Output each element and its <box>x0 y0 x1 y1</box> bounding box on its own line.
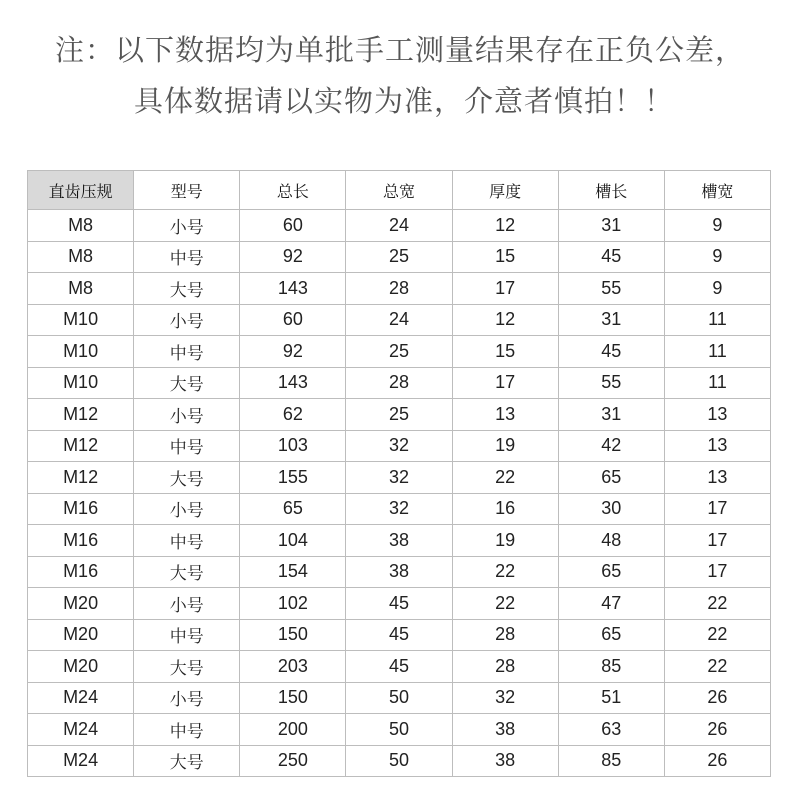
table-cell: M12 <box>28 462 134 494</box>
table-cell: 50 <box>346 745 452 777</box>
table-cell: 13 <box>664 430 770 462</box>
table-row <box>28 714 771 746</box>
header-cell: 型号 <box>134 171 240 210</box>
header-cell: 总长 <box>240 171 346 210</box>
table-cell: 30 <box>558 493 664 525</box>
table-cell: 38 <box>346 525 452 557</box>
table-cell: 24 <box>346 304 452 336</box>
table-row <box>28 399 771 431</box>
table-body <box>28 210 771 777</box>
table-cell: 51 <box>558 682 664 714</box>
header-cell: 直齿压规 <box>28 171 134 210</box>
table-row <box>28 651 771 683</box>
header-cell: 厚度 <box>452 171 558 210</box>
table-cell: 中号 <box>134 241 240 273</box>
table-row <box>28 619 771 651</box>
table-cell: M24 <box>28 714 134 746</box>
table-cell: M20 <box>28 619 134 651</box>
table-cell: 65 <box>558 462 664 494</box>
table-cell: 85 <box>558 745 664 777</box>
table-cell: 13 <box>664 462 770 494</box>
table-cell: 65 <box>240 493 346 525</box>
table-cell: 16 <box>452 493 558 525</box>
table-cell: 中号 <box>134 619 240 651</box>
table-cell: 155 <box>240 462 346 494</box>
table-cell: 150 <box>240 619 346 651</box>
table-cell: 大号 <box>134 745 240 777</box>
table-cell: 31 <box>558 210 664 242</box>
table-cell: 17 <box>664 556 770 588</box>
table-cell: M16 <box>28 556 134 588</box>
table-cell: 143 <box>240 367 346 399</box>
table-cell: 150 <box>240 682 346 714</box>
table-cell: 大号 <box>134 367 240 399</box>
table-cell: 85 <box>558 651 664 683</box>
table-cell: 22 <box>452 556 558 588</box>
table-row <box>28 273 771 305</box>
table-cell: M12 <box>28 430 134 462</box>
table-cell: 小号 <box>134 493 240 525</box>
table-cell: M12 <box>28 399 134 431</box>
table-cell: 26 <box>664 682 770 714</box>
table-row <box>28 556 771 588</box>
note-line-2: 具体数据请以实物为准，介意者慎拍！！ <box>133 84 674 118</box>
table-cell: 60 <box>240 304 346 336</box>
table-cell: 65 <box>558 556 664 588</box>
table-cell: 中号 <box>134 525 240 557</box>
header-cell: 总宽 <box>346 171 452 210</box>
table-cell: M16 <box>28 525 134 557</box>
table-cell: M8 <box>28 241 134 273</box>
table-cell: 大号 <box>134 462 240 494</box>
table-cell: 大号 <box>134 651 240 683</box>
table-row <box>28 367 771 399</box>
table-cell: 45 <box>346 588 452 620</box>
table-row <box>28 682 771 714</box>
table-cell: 9 <box>664 210 770 242</box>
table-cell: 小号 <box>134 588 240 620</box>
table-cell: 45 <box>558 336 664 368</box>
table-cell: 42 <box>558 430 664 462</box>
table-cell: M8 <box>28 273 134 305</box>
table-cell: 143 <box>240 273 346 305</box>
table-cell: 17 <box>664 493 770 525</box>
table-cell: M24 <box>28 745 134 777</box>
table-cell: M16 <box>28 493 134 525</box>
note-line-1: 注：以下数据均为单批手工测量结果存在正负公差， <box>54 33 745 67</box>
table-cell: 102 <box>240 588 346 620</box>
table-row <box>28 241 771 273</box>
table-cell: M8 <box>28 210 134 242</box>
table-cell: 17 <box>452 367 558 399</box>
table-cell: 55 <box>558 367 664 399</box>
table-cell: 22 <box>664 619 770 651</box>
table-cell: 15 <box>452 241 558 273</box>
table-cell: 32 <box>346 430 452 462</box>
table-cell: 203 <box>240 651 346 683</box>
table-cell: 22 <box>664 588 770 620</box>
table-cell: 15 <box>452 336 558 368</box>
table-row <box>28 525 771 557</box>
table-cell: 60 <box>240 210 346 242</box>
table-cell: 45 <box>558 241 664 273</box>
table-cell: 28 <box>346 367 452 399</box>
table-cell: 中号 <box>134 714 240 746</box>
table-cell: 104 <box>240 525 346 557</box>
table-cell: 25 <box>346 241 452 273</box>
header-cell: 槽长 <box>558 171 664 210</box>
spec-table <box>27 170 771 777</box>
table-cell: 55 <box>558 273 664 305</box>
table-cell: 中号 <box>134 430 240 462</box>
table-cell: 48 <box>558 525 664 557</box>
table-cell: 11 <box>664 304 770 336</box>
table-cell: 32 <box>346 493 452 525</box>
table-cell: 50 <box>346 714 452 746</box>
table-cell: 17 <box>664 525 770 557</box>
table-header-row <box>28 171 771 210</box>
table-cell: 9 <box>664 273 770 305</box>
table-cell: 92 <box>240 336 346 368</box>
table-row <box>28 588 771 620</box>
table-cell: 25 <box>346 399 452 431</box>
table-cell: 小号 <box>134 210 240 242</box>
table-row <box>28 430 771 462</box>
table-cell: 19 <box>452 525 558 557</box>
table-cell: 17 <box>452 273 558 305</box>
table-cell: M10 <box>28 304 134 336</box>
table-cell: 45 <box>346 619 452 651</box>
table-cell: 大号 <box>134 273 240 305</box>
table-cell: 24 <box>346 210 452 242</box>
table-cell: 26 <box>664 714 770 746</box>
table-row <box>28 493 771 525</box>
table-cell: 22 <box>452 588 558 620</box>
table-cell: M10 <box>28 336 134 368</box>
table-row <box>28 745 771 777</box>
table-cell: 31 <box>558 304 664 336</box>
table-cell: 11 <box>664 336 770 368</box>
table-cell: M10 <box>28 367 134 399</box>
table-cell: 22 <box>452 462 558 494</box>
table-cell: 45 <box>346 651 452 683</box>
table-cell: 65 <box>558 619 664 651</box>
table-cell: 小号 <box>134 399 240 431</box>
table-cell: 小号 <box>134 304 240 336</box>
table-cell: 13 <box>452 399 558 431</box>
table-cell: 中号 <box>134 336 240 368</box>
table-cell: 103 <box>240 430 346 462</box>
table-cell: 19 <box>452 430 558 462</box>
table-cell: 11 <box>664 367 770 399</box>
table-cell: 50 <box>346 682 452 714</box>
table-cell: 200 <box>240 714 346 746</box>
table-cell: 大号 <box>134 556 240 588</box>
table-cell: 38 <box>346 556 452 588</box>
table-cell: 12 <box>452 210 558 242</box>
table-cell: 154 <box>240 556 346 588</box>
table-cell: 28 <box>452 619 558 651</box>
table-cell: 63 <box>558 714 664 746</box>
table-cell: 12 <box>452 304 558 336</box>
table-cell: 25 <box>346 336 452 368</box>
table-cell: 22 <box>664 651 770 683</box>
table-cell: 38 <box>452 714 558 746</box>
table-cell: 26 <box>664 745 770 777</box>
table-cell: M20 <box>28 588 134 620</box>
table-row <box>28 304 771 336</box>
table-cell: 13 <box>664 399 770 431</box>
table-cell: 28 <box>346 273 452 305</box>
table-cell: 31 <box>558 399 664 431</box>
table-cell: 38 <box>452 745 558 777</box>
table-cell: 250 <box>240 745 346 777</box>
table-cell: 47 <box>558 588 664 620</box>
table-cell: M20 <box>28 651 134 683</box>
table-cell: 28 <box>452 651 558 683</box>
table-cell: 92 <box>240 241 346 273</box>
table-row <box>28 336 771 368</box>
header-cell: 槽宽 <box>664 171 770 210</box>
table-cell: 62 <box>240 399 346 431</box>
table-cell: 9 <box>664 241 770 273</box>
table-cell: 32 <box>346 462 452 494</box>
table-row <box>28 210 771 242</box>
table-cell: 32 <box>452 682 558 714</box>
table-row <box>28 462 771 494</box>
table-cell: M24 <box>28 682 134 714</box>
table-cell: 小号 <box>134 682 240 714</box>
